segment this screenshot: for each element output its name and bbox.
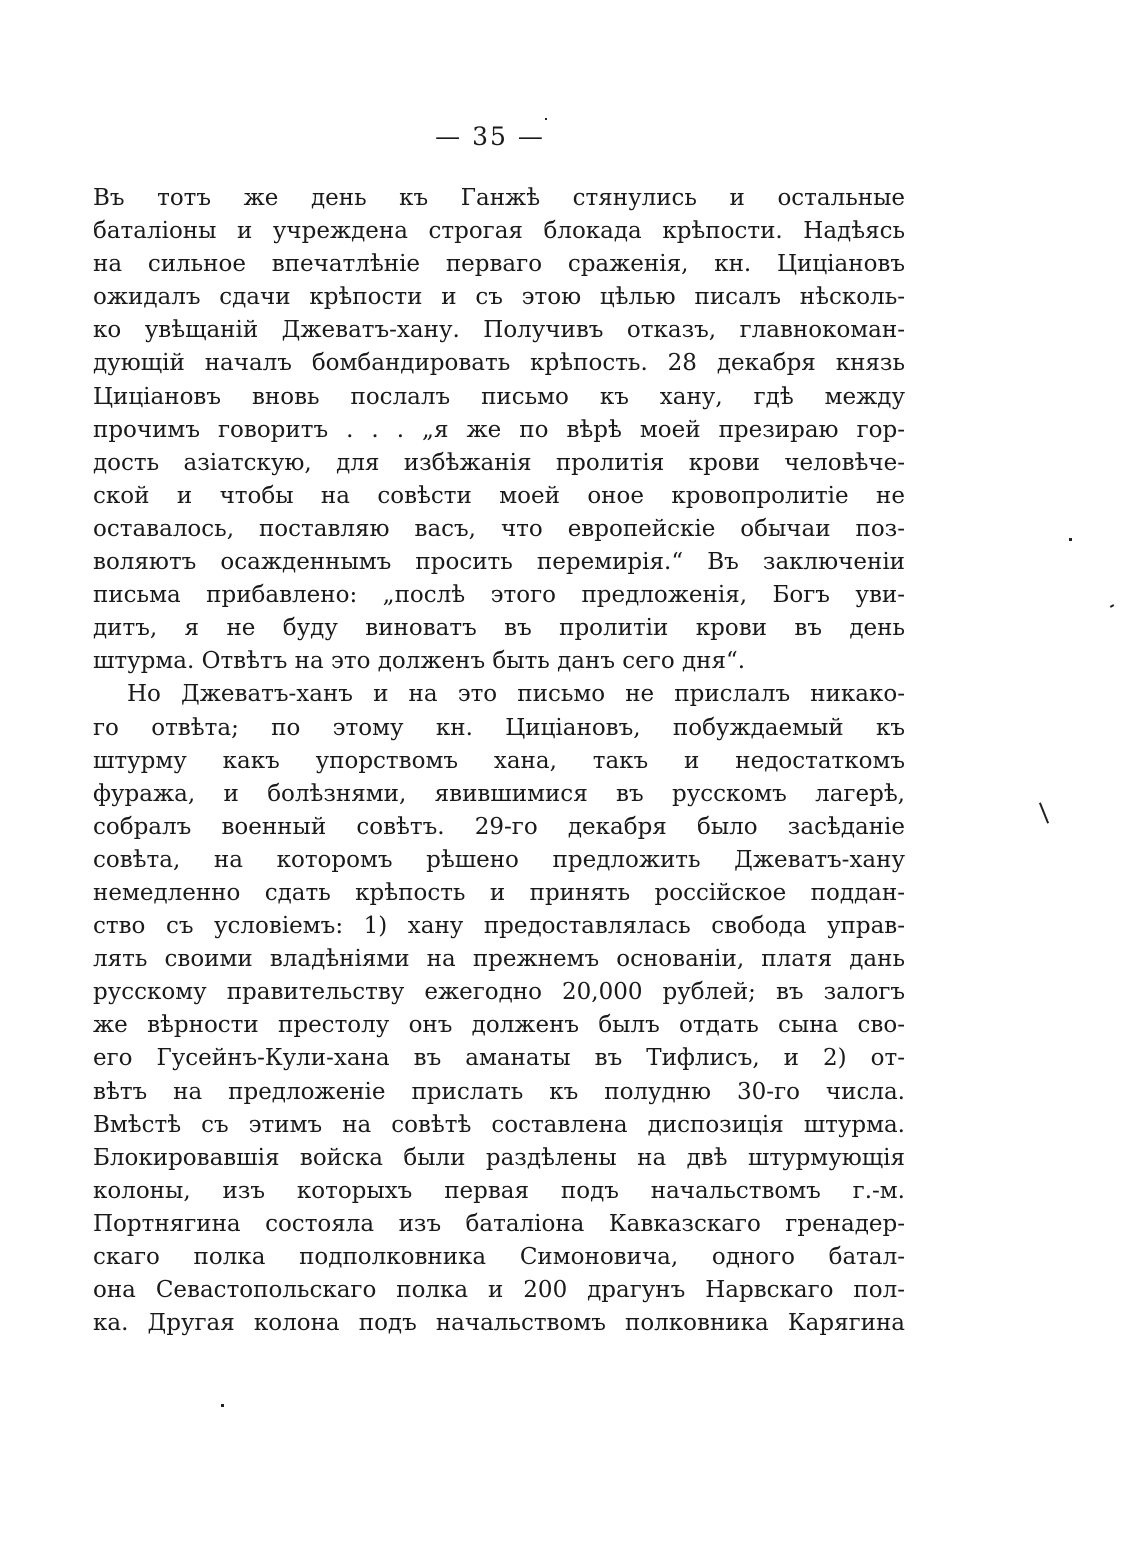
text-line: го отвѣта; по этому кн. Цицiановъ, побуждаемый къ (93, 714, 905, 741)
text-line: дость азіатскую, для избѣжанія пролитія крови человѣче- (93, 449, 905, 476)
text-line: штурма. Отвѣтъ на это долженъ быть данъ сего дня“. (93, 648, 746, 675)
text-line: ка. Другая колона подъ начальствомъ полковника Карягина (93, 1310, 905, 1337)
text-line: прочимъ говоритъ . . . „я же по вѣрѣ моей презираю гор- (93, 416, 905, 443)
text-line: его Гусейнъ-Кули-хана въ аманаты въ Тифлисъ, и 2) от- (93, 1045, 905, 1072)
page-number: — 35 — (435, 122, 545, 151)
text-line: Цицiановъ вновь послалъ письмо къ хану, гдѣ между (93, 383, 905, 410)
text-line: Въ тотъ же день къ Ганжѣ стянулись и остальные (93, 185, 905, 211)
text-line: скаго полка подполковника Симоновича, одного батал- (93, 1244, 905, 1270)
text-line: собралъ военный совѣтъ. 29-го декабря было засѣданіе (93, 813, 905, 840)
text-line: Вмѣстѣ съ этимъ на совѣтѣ составлена диспозиція штурма. (93, 1111, 905, 1138)
text-line: ожидалъ сдачи крѣпости и съ этою цѣлью писалъ нѣсколь- (93, 284, 905, 311)
scan-speck (1069, 538, 1072, 541)
text-line: дитъ, я не буду виноватъ въ пролитіи крови въ день (93, 615, 905, 642)
text-line: штурму какъ упорствомъ хана, такъ и недостаткомъ (93, 747, 905, 774)
text-line: вѣтъ на предложеніе прислать къ полудню 30-го числа. (93, 1078, 905, 1105)
text-line: ко увѣщаній Джеватъ-хану. Получивъ отказъ, главнокоман- (93, 317, 905, 344)
text-line: воляютъ осажденнымъ просить перемирія.“ Въ заключеніи (93, 549, 905, 576)
text-line: русскому правительству ежегодно 20,000 рублей; въ залогъ (93, 979, 905, 1006)
text-line: Блокировавшія войска были раздѣлены на двѣ штурмующія (93, 1144, 905, 1171)
text-line: баталіоны и учреждена строгая блокада крѣпости. Надѣясь (93, 218, 905, 245)
text-line: дующій началъ бомбандировать крѣпость. 28 декабря князь (93, 350, 905, 377)
text-line: оставалось, поставляю васъ, что европейскіе обычаи поз- (93, 515, 905, 542)
scan-speck (221, 1404, 224, 1407)
text-line: колоны, изъ которыхъ первая подъ начальствомъ г.-м. (93, 1177, 905, 1204)
scan-speck (545, 118, 547, 120)
text-line: ство съ условіемъ: 1) хану предоставлялась свобода управ- (93, 913, 905, 940)
text-line: на сильное впечатлѣніе перваго сраженія, кн. Циціановъ (93, 251, 905, 278)
text-line: же вѣрности престолу онъ долженъ былъ отдать сына сво- (93, 1012, 905, 1039)
text-line: совѣта, на которомъ рѣшено предложить Джеватъ-хану (93, 846, 905, 873)
scan-speck (1039, 802, 1049, 823)
text-line: немедленно сдать крѣпость и принять россійское поддан- (93, 879, 905, 906)
scan-speck (1110, 604, 1114, 608)
text-line: Но Джеватъ-ханъ и на это письмо не прислалъ никако- (127, 681, 905, 708)
text-line: ской и чтобы на совѣсти моей оное кровопролитіе не (93, 482, 905, 509)
body-text (93, 182, 905, 1340)
text-line: лять своими владѣніями на прежнемъ основаніи, платя дань (93, 946, 905, 973)
text-line: Портнягина состояла изъ баталіона Кавказскаго гренадер- (93, 1210, 905, 1237)
text-line: она Севастопольскаго полка и 200 драгунъ Нарвскаго пол- (93, 1277, 905, 1304)
text-line: письма прибавлено: „послѣ этого предложенія, Богъ уви- (93, 582, 905, 609)
text-line: фуража, и болѣзнями, явившимися въ русскомъ лагерѣ, (93, 780, 905, 807)
